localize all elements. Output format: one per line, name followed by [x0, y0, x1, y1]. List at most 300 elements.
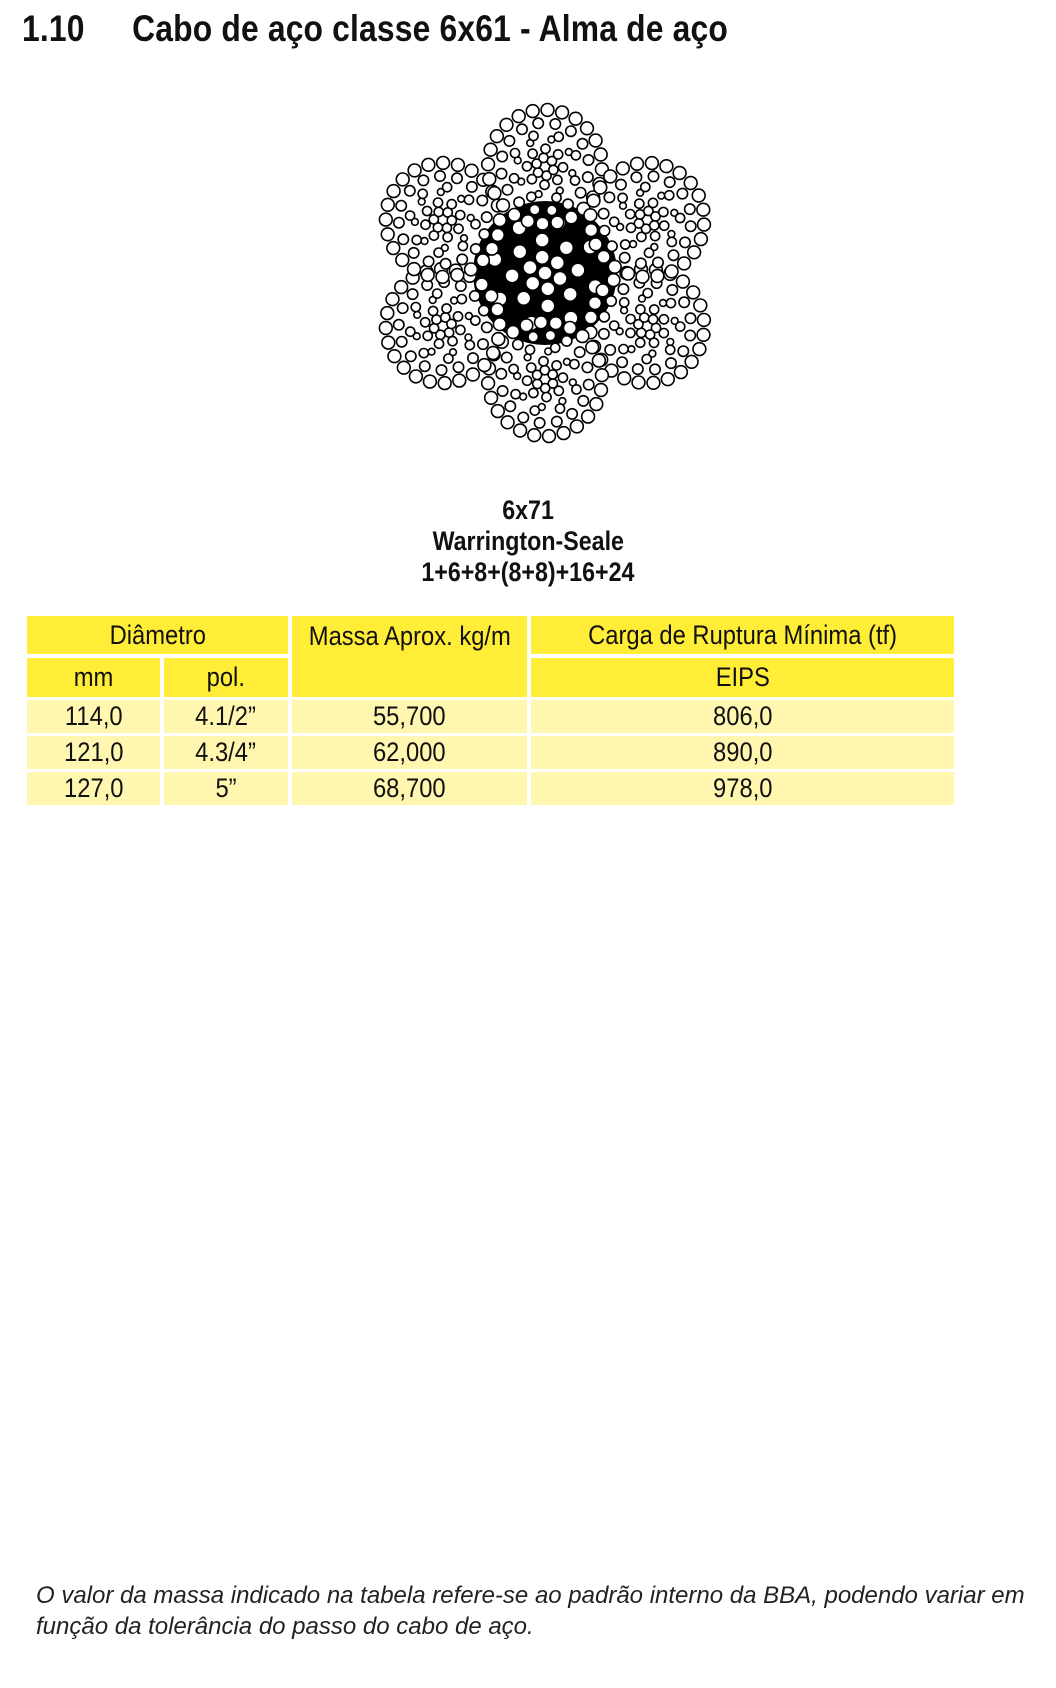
strand-wire	[510, 149, 519, 158]
strand-wire	[491, 229, 504, 242]
strand-wire	[458, 195, 465, 202]
strand-wire	[636, 270, 649, 283]
strand-wire	[379, 213, 392, 226]
strand-wire	[491, 130, 504, 143]
strand-wire	[586, 341, 599, 354]
strand-wire	[556, 106, 569, 119]
strand-wire	[620, 298, 629, 307]
strand-wire	[686, 221, 696, 231]
strand-wire	[485, 290, 498, 303]
core-wire	[517, 291, 531, 305]
strand-wire	[659, 207, 668, 216]
strand-wire	[541, 144, 550, 153]
strand-wire	[554, 132, 563, 141]
strand-wire	[467, 182, 477, 192]
strand-wire	[527, 192, 536, 201]
strand-wire	[447, 200, 456, 209]
strand-wire	[475, 278, 488, 291]
strand-wire	[452, 173, 462, 183]
strand-wire	[685, 355, 698, 368]
cell-mass: 62,000	[292, 736, 527, 769]
strand-wire	[698, 314, 711, 327]
strand-wire	[553, 175, 562, 184]
strand-wire	[514, 424, 527, 437]
strand-wire	[512, 110, 525, 123]
strand-wire	[666, 299, 675, 308]
strand-wire	[540, 180, 549, 189]
strand-wire	[554, 150, 563, 159]
strand-wire	[453, 312, 462, 321]
strand-wire	[685, 330, 695, 340]
strand-wire	[653, 257, 663, 267]
strand-wire	[619, 345, 628, 354]
core-wire	[513, 245, 527, 259]
strand-wire	[484, 143, 497, 156]
strand-wire	[398, 234, 408, 244]
strand-wire	[387, 242, 400, 255]
strand-wire	[552, 416, 562, 426]
strand-wire	[468, 353, 478, 363]
strand-wire	[660, 300, 667, 307]
strand-wire	[684, 177, 697, 190]
strand-wire	[485, 391, 498, 404]
strand-wire	[589, 134, 602, 147]
strand-wire	[644, 248, 653, 257]
strand-wire	[587, 194, 600, 207]
strand-wire	[435, 171, 445, 181]
strand-wire	[571, 420, 584, 433]
strand-wire	[477, 195, 487, 205]
strand-wire	[423, 256, 433, 266]
strand-wire	[631, 172, 641, 182]
strand-wire	[394, 320, 404, 330]
strand-wire	[411, 303, 420, 312]
strand-wire	[585, 311, 598, 324]
core-wire	[535, 250, 549, 264]
strand-wire	[641, 182, 650, 191]
strand-wire	[604, 170, 617, 183]
strand-wire	[422, 158, 435, 171]
strand-wire	[636, 338, 645, 347]
strand-wire	[437, 157, 450, 170]
strand-wire	[650, 364, 660, 374]
strand-wire	[618, 284, 628, 294]
strand-wire	[477, 254, 490, 267]
section-heading	[22, 4, 728, 54]
strand-wire	[409, 248, 419, 258]
strand-wire	[429, 306, 438, 315]
rope-type: Warrington-Seale	[432, 526, 624, 556]
strand-wire	[406, 327, 415, 336]
strand-wire	[454, 224, 463, 233]
strand-wire	[508, 209, 521, 222]
strand-wire	[626, 210, 635, 219]
strand-wire	[395, 281, 408, 294]
strand-wire	[535, 316, 548, 329]
strand-wire	[659, 329, 668, 338]
strand-wire	[533, 118, 543, 128]
strand-wire	[667, 285, 677, 295]
strand-wire	[397, 361, 410, 374]
strand-wire	[421, 269, 434, 282]
strand-wire	[412, 235, 421, 244]
strand-wire	[665, 191, 674, 200]
footnote: O valor da massa indicado na tabela refere-se ao padrão interno da BBA, podendo variar em função da tolerância do passo do cabo de aço.	[36, 1582, 1025, 1640]
strand-wire	[505, 401, 515, 411]
strand-wire	[660, 160, 673, 173]
strand-wire	[421, 220, 430, 229]
strand-wire	[594, 181, 607, 194]
strand-wire	[667, 237, 676, 246]
header-pol: pol.	[164, 658, 288, 697]
strand-wire	[563, 199, 573, 209]
strand-wire	[464, 195, 473, 204]
strand-wire	[557, 427, 570, 440]
strand-wire	[405, 186, 415, 196]
strand-wire	[438, 377, 451, 390]
strand-wire	[616, 162, 629, 175]
strand-wire	[552, 193, 561, 202]
strand-wire	[599, 329, 609, 339]
strand-wire	[547, 205, 557, 215]
strand-wire	[527, 363, 536, 372]
strand-wire	[552, 361, 561, 370]
strand-wire	[394, 218, 404, 228]
strand-wire	[478, 359, 491, 372]
strand-wire	[676, 322, 685, 331]
strand-wire	[659, 315, 668, 324]
strand-wire	[511, 390, 520, 399]
strand-wire	[581, 122, 594, 135]
strand-wire	[488, 187, 501, 200]
core-wire	[505, 269, 519, 283]
strand-wire	[697, 203, 710, 216]
strand-wire	[596, 284, 609, 297]
strand-wire	[667, 339, 674, 346]
strand-wire	[642, 355, 651, 364]
strand-wire	[620, 202, 627, 209]
strand-wire	[381, 228, 394, 241]
strand-wire	[577, 139, 587, 149]
strand-wire	[643, 289, 652, 298]
strand-wire	[502, 185, 512, 195]
strand-wire	[693, 343, 706, 356]
strand-wire	[668, 250, 678, 260]
strand-wire	[626, 315, 635, 324]
core-wire	[563, 287, 577, 301]
strand-wire	[528, 149, 537, 158]
strand-wire	[478, 339, 488, 349]
header-break-load: Carga de Ruptura Mínima (tf)	[531, 616, 954, 654]
strand-wire	[408, 164, 421, 177]
strand-wire	[584, 209, 597, 222]
strand-wire	[408, 263, 421, 276]
strand-wire	[482, 377, 495, 390]
strand-wire	[607, 274, 620, 287]
core-wire	[553, 272, 567, 286]
strand-wire	[596, 369, 609, 382]
strand-wire	[590, 398, 603, 411]
strand-wire	[522, 215, 535, 228]
strand-wire	[493, 214, 506, 227]
strand-wire	[504, 136, 514, 146]
strand-wire	[496, 168, 506, 178]
strand-wire	[698, 218, 711, 231]
strand-wire	[418, 175, 428, 185]
strand-wire	[471, 220, 480, 229]
strand-wire	[497, 386, 507, 396]
strand-wire	[636, 258, 646, 268]
strand-wire	[522, 162, 531, 171]
strand-wire	[388, 350, 401, 363]
strand-wire	[583, 172, 593, 182]
strand-wire	[453, 362, 463, 372]
strand-wire	[407, 289, 417, 299]
strand-wire	[492, 333, 505, 346]
strand-wire	[679, 297, 689, 307]
strand-wire	[470, 291, 480, 301]
core-wire	[526, 276, 540, 290]
strand-wire	[646, 157, 659, 170]
rope-formula: 1+6+8+(8+8)+16+24	[421, 557, 635, 587]
strand-wire	[482, 212, 492, 222]
strand-wire	[471, 244, 481, 254]
cell-mass: 68,700	[292, 772, 527, 805]
strand-wire	[533, 379, 542, 388]
strand-wire	[523, 376, 532, 385]
strand-wire	[685, 204, 695, 214]
strand-wire	[607, 241, 617, 251]
strand-wire	[688, 246, 701, 259]
strand-wire	[570, 176, 579, 185]
strand-wire	[687, 286, 700, 299]
strand-wire	[637, 232, 646, 241]
strand-wire	[421, 318, 430, 327]
strand-wire	[465, 164, 478, 177]
strand-wire	[433, 198, 442, 207]
strand-wire	[632, 376, 645, 389]
strand-wire	[584, 379, 594, 389]
strand-wire	[457, 295, 466, 304]
strand-wire	[465, 263, 478, 276]
strand-wire	[673, 167, 686, 180]
strand-wire	[491, 303, 504, 316]
cell-load: 890,0	[531, 736, 954, 769]
cell-mm: 114,0	[27, 700, 160, 733]
header-grade: EIPS	[531, 658, 954, 697]
strand-wire	[542, 393, 551, 402]
strand-wire	[428, 348, 435, 355]
header-mass: Massa Aprox. kg/m	[292, 616, 527, 697]
strand-wire	[461, 235, 468, 242]
strand-wire	[621, 240, 630, 249]
strand-wire	[525, 345, 534, 354]
strand-wire	[650, 305, 659, 314]
strand-wire	[555, 404, 564, 413]
strand-wire	[414, 311, 421, 318]
strand-wire	[565, 211, 578, 224]
strand-wire	[675, 366, 688, 379]
strand-wire	[589, 238, 602, 251]
strand-wire	[434, 248, 443, 257]
strand-wire	[678, 257, 691, 270]
strand-wire	[649, 338, 658, 347]
strand-wire	[419, 349, 428, 358]
strand-wire	[575, 188, 585, 198]
cell-mass: 55,700	[292, 700, 527, 733]
strand-wire	[514, 197, 524, 207]
strand-wire	[526, 105, 539, 118]
strand-wire	[558, 373, 567, 382]
strand-wire	[379, 322, 392, 335]
cell-pol: 5”	[164, 772, 288, 805]
strand-wire	[648, 198, 657, 207]
strand-wire	[677, 188, 687, 198]
strand-wire	[649, 315, 658, 324]
cell-load: 806,0	[531, 700, 954, 733]
strand-wire	[520, 319, 533, 332]
strand-wire	[424, 375, 437, 388]
strand-wire	[507, 326, 520, 339]
strand-wire	[551, 216, 564, 229]
strand-wire	[482, 322, 492, 332]
strand-wire	[528, 332, 538, 342]
strand-wire	[443, 233, 452, 242]
strand-wire	[566, 126, 576, 136]
strand-wire	[622, 267, 635, 280]
strand-wire	[651, 270, 664, 283]
strand-wire	[605, 345, 615, 355]
strand-wire	[381, 198, 394, 211]
strand-wire	[433, 289, 442, 298]
strand-wire	[678, 346, 688, 356]
strand-wire	[387, 185, 400, 198]
strand-wire	[628, 346, 635, 353]
strand-wire	[630, 241, 637, 248]
strand-wire	[467, 368, 480, 381]
strand-wire	[447, 216, 456, 225]
strand-wire	[429, 231, 438, 240]
strand-wire	[421, 238, 428, 245]
strand-wire	[570, 360, 579, 369]
strand-wire	[423, 206, 432, 215]
strand-wire	[465, 341, 474, 350]
section-number: 1.10	[22, 8, 85, 49]
strand-wire	[398, 303, 408, 313]
strand-wire	[631, 157, 644, 170]
strand-wire	[549, 317, 562, 330]
strand-wire	[510, 174, 519, 183]
strand-wire	[479, 229, 489, 239]
strand-wire	[487, 347, 500, 360]
strand-wire	[501, 416, 514, 429]
strand-wire	[666, 358, 676, 368]
header-diameter: Diâmetro	[27, 616, 288, 654]
strand-wire	[618, 372, 631, 385]
strand-wire	[451, 269, 464, 282]
strand-wire	[396, 254, 409, 267]
strand-wire	[567, 409, 577, 419]
strand-wire	[444, 354, 453, 363]
strand-wire	[527, 175, 536, 184]
strand-wire	[456, 281, 466, 291]
strand-wire	[576, 330, 589, 343]
strand-wire	[541, 104, 554, 117]
strand-wire	[517, 124, 527, 134]
strand-wire	[382, 336, 395, 349]
strand-wire	[406, 351, 416, 361]
strand-wire	[695, 233, 708, 246]
strand-wire	[418, 198, 425, 205]
strand-wire	[530, 204, 540, 214]
strand-wire	[493, 318, 506, 331]
strand-wire	[616, 179, 626, 189]
strand-wire	[635, 199, 644, 208]
strand-wire	[549, 165, 558, 174]
strand-wire	[620, 253, 630, 263]
strand-wire	[491, 405, 504, 418]
strand-wire	[604, 192, 614, 202]
strand-wire	[497, 199, 510, 212]
header-mm: mm	[27, 658, 160, 697]
strand-wire	[608, 260, 621, 273]
strand-wire	[381, 307, 394, 320]
strand-wire	[650, 221, 659, 230]
cell-mm: 121,0	[27, 736, 160, 769]
strand-wire	[396, 173, 409, 186]
strand-wire	[658, 192, 665, 199]
strand-wire	[545, 330, 555, 340]
rope-construction: 6x71	[502, 495, 554, 525]
strand-wire	[397, 337, 407, 347]
strand-wire	[597, 250, 610, 263]
strand-wire	[665, 177, 675, 187]
strand-wire	[626, 223, 635, 232]
strand-wire	[685, 313, 695, 323]
strand-wire	[676, 213, 685, 222]
core-wire	[541, 282, 555, 296]
core-wire	[523, 261, 537, 275]
strand-wire	[595, 384, 608, 397]
strand-wire	[550, 119, 560, 129]
strand-wire	[536, 217, 549, 230]
strand-wire	[458, 241, 467, 250]
strand-wire	[530, 406, 539, 415]
strand-wire	[456, 211, 465, 220]
strand-wire	[572, 385, 581, 394]
strand-wire	[598, 208, 608, 218]
strand-wire	[578, 396, 588, 406]
cell-load: 978,0	[531, 772, 954, 805]
strand-wire	[582, 362, 592, 372]
strand-wire	[436, 365, 446, 375]
strand-wire	[534, 418, 544, 428]
strand-wire	[647, 376, 660, 389]
strand-wire	[554, 386, 563, 395]
strand-wire	[436, 271, 449, 284]
core-wire	[538, 266, 552, 280]
strand-wire	[648, 171, 658, 181]
strand-wire	[483, 173, 496, 186]
core-wire	[550, 256, 564, 270]
strand-wire	[420, 361, 430, 371]
strand-wire	[666, 345, 675, 354]
strand-wire	[636, 305, 645, 314]
strand-wire	[569, 112, 582, 125]
strand-wire	[434, 339, 443, 348]
strand-wire	[594, 148, 607, 161]
strand-wire	[582, 410, 595, 423]
